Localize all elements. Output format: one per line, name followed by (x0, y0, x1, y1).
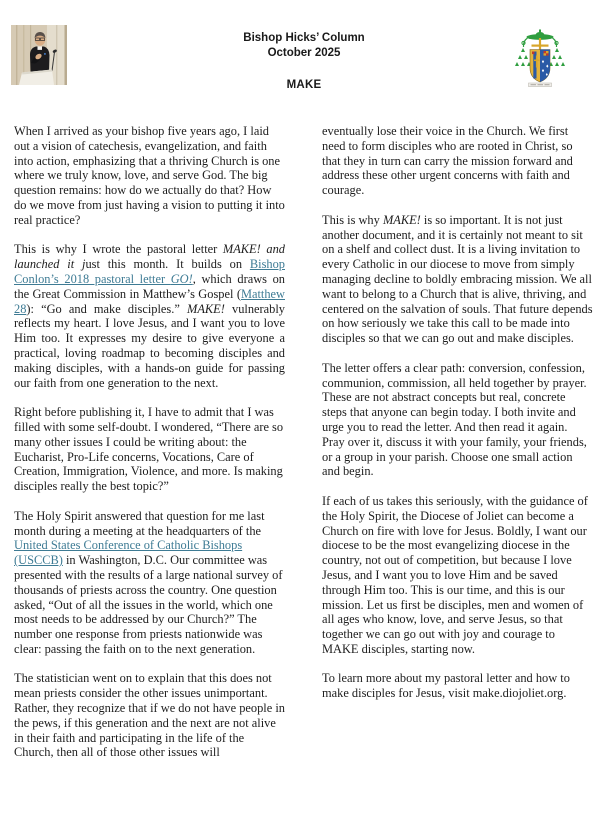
text-run: ust this month. It builds on (85, 257, 250, 272)
document-title: MAKE (286, 79, 322, 91)
text-run: Right before publishing it, I have to admit that I was filled with some self-doubt. I wondered, “There are so many other issues I could be writing about: the Eucharist, Pro-Life concerns, Vocations, Care of Creation, Immigration, Violence, and more. Is making disciples really the best topic?” (14, 405, 284, 494)
column-title: Bishop Hicks’ Column (243, 32, 365, 44)
text-run: If each of us takes this seriously, with the guidance of the Holy Spirit, the Diocese of Joliet can become a Church on fire with love for Jesus. Boldly, I want our diocese to be the most evangelizing diocese in the country, not out of competition, but because I love Jesus, and I want you to love Him and be saved through Him too. This is our time, and this is our mission. Let us first be disciples, men and women of all ages who know, love, and serve Jesus, so that together we can go out with joy and courage to MAKE disciples, starting now. (322, 493, 588, 656)
hyperlink[interactable]: Bishop Conlon’s 2018 pastoral letter (14, 257, 285, 286)
text-run: vulnerably reflects my heart. I love Jesus, and I want you to love Him too. It expresses my desire to give everyone a practical, loving roadmap to becoming disciples and making disciples, with a hands-on guide for passing our faith from one generation to the next. (14, 301, 285, 390)
paragraph (14, 124, 285, 228)
right-column (322, 124, 593, 760)
article-body (14, 124, 593, 760)
text-run: This is why I wrote the pastoral letter (14, 242, 223, 257)
text-run: MAKE! (187, 301, 225, 316)
column-date: October 2025 (267, 47, 341, 59)
text-run: , which draws on the Great Commission in Matthew’s Gospel ( (14, 271, 285, 301)
header (0, 31, 608, 93)
hyperlink[interactable]: Matthew 28 (14, 286, 285, 316)
text-run: is so important. It is not just another document, and it is certainly not meant to sit on a shelf and collect dust. It is a living invitation to every Catholic in our diocese to move from simply managing decline to boldly embracing mission. We all want to belong to a Church that is alive, thriving, and centered on the salvation of souls. That future depends on how seriously we take this call to be made into disciples so that we can go out and make disciples. (322, 212, 593, 346)
text-run: The letter offers a clear path: conversion, confession, communion, commission, all held together by prayer. These are not abstract concepts but real, concrete steps that anyone can begin today. I both invite and urge you to read the letter. And then read it again. Pray over it, discuss it with your family, your friends, or a group in your parish. Choose one small action and begin. (322, 360, 587, 479)
text-run: To learn more about my pastoral letter and how to make disciples for Jesus, visit make.diojoliet.org. (322, 671, 570, 701)
text-run: The statistician went on to explain that this does not mean priests consider the other issues unimportant. Rather, they recognize that if we do not have people in the pews, if this generation and the next are not alive in their faith and participating in the life of the Church, then all of those other issues will (14, 671, 285, 760)
text-run: in Washington, D.C. Our committee was presented with the results of a large national survey of thousands of priests across the country. One question asked, “Out of all the issues in the world, which one most needs to be addressed by our Church?” The number one response from priests nationwide was clear: passing the faith on to the next generation. (14, 553, 283, 656)
paragraph (14, 242, 285, 390)
hyperlink[interactable]: United States Conference of Catholic Bishops (USCCB) (14, 538, 243, 568)
paragraph (322, 124, 593, 198)
hyperlink[interactable]: GO! (170, 271, 193, 286)
paragraph (14, 509, 285, 657)
text-run: The Holy Spirit answered that question for me last month during a meeting at the headquarters of the (14, 508, 265, 538)
paragraph (322, 213, 593, 346)
paragraph (322, 671, 593, 701)
text-run: MAKE! (382, 212, 421, 227)
paragraph (322, 494, 593, 657)
paragraph (14, 671, 285, 760)
text-run: MAKE! and launched it j (14, 242, 285, 272)
left-column (14, 124, 285, 760)
paragraph (14, 405, 285, 494)
text-run: eventually lose their voice in the Church. We first need to form disciples who are rooted in Christ, so that they in turn can carry the mission forward and address these other urgent concerns with faith and courage. (322, 124, 573, 198)
text-run: When I arrived as your bishop five years ago, I laid out a vision of catechesis, evangelization, and faith into action, emphasizing that a thriving Church is one where we truly know, love, and serve God. The big question remains: how do we actually do that? How do we move from just having a vision to putting it into real practice? (14, 124, 285, 227)
text-run: This is why (322, 212, 383, 227)
text-run: ): “Go and make disciples.” (26, 301, 187, 316)
paragraph (322, 361, 593, 479)
